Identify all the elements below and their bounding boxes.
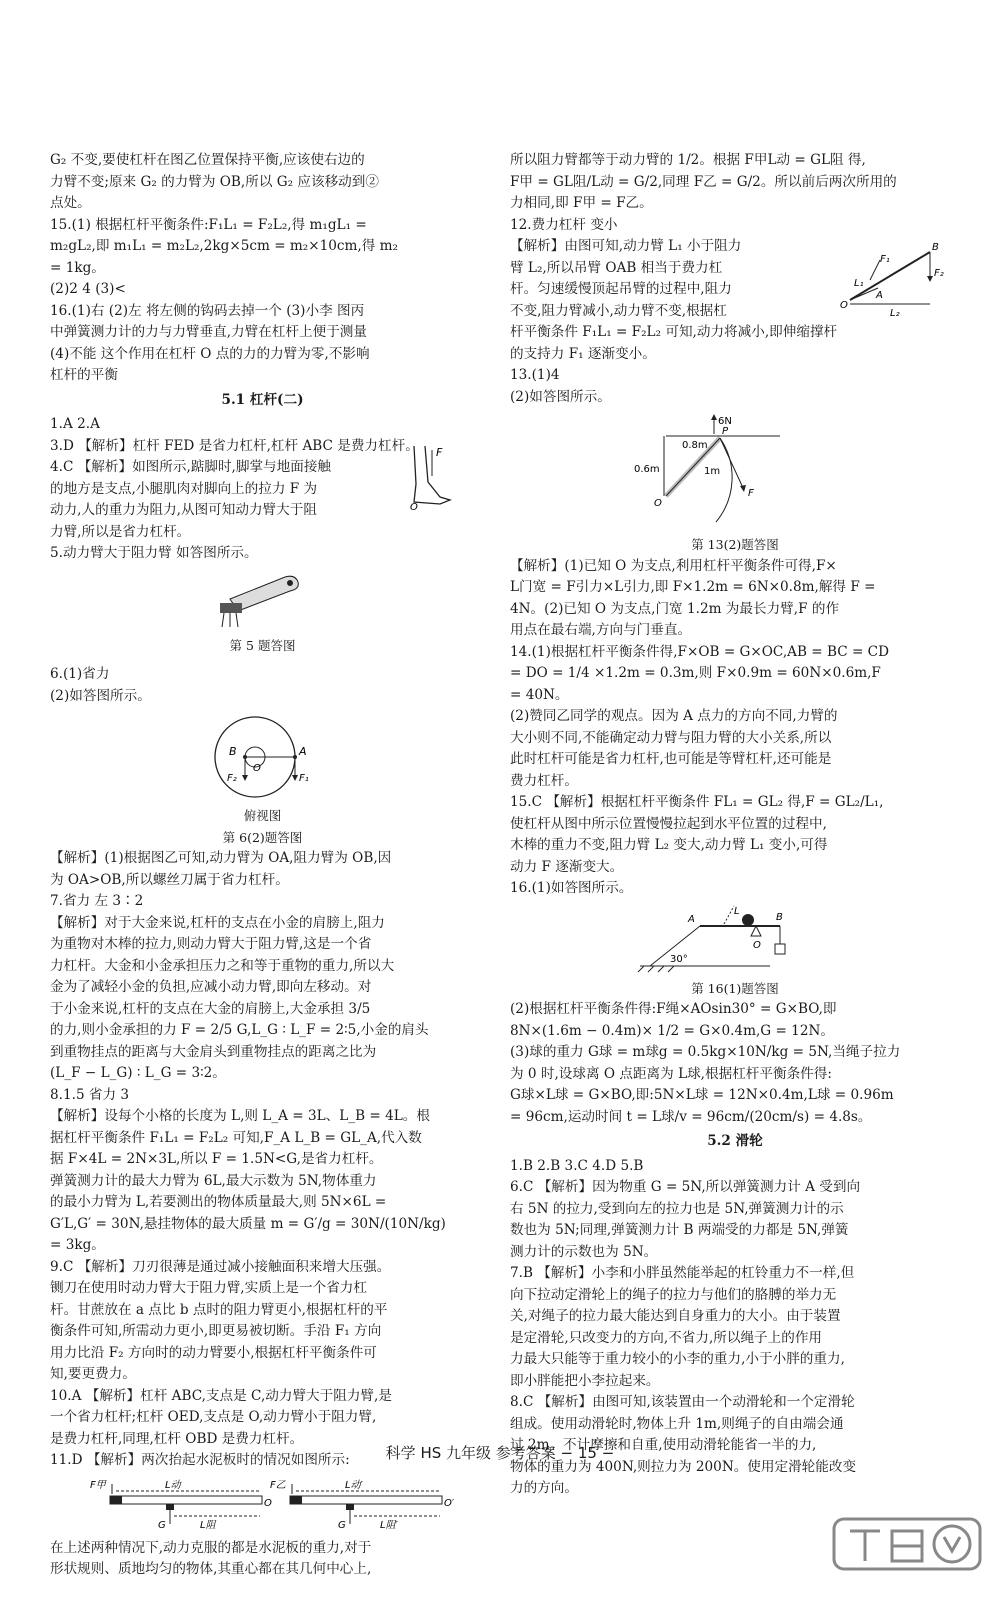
text-line: 据 F×4L = 2N×3L,所以 F = 1.5N<G,是省力杠杆。 (50, 1151, 383, 1167)
page-footer: 科学 HS 九年级 参考答案 − 15 − (385, 1444, 615, 1462)
text-line: F甲 = GL阻/L动 = G/2,同理 F乙 = G/2。所以前后两次所用的 (510, 173, 897, 190)
answer-block-q14-16 (50, 150, 475, 387)
figure-q5 (50, 569, 475, 631)
figure-q13 (510, 412, 960, 530)
text-line: 6.C 【解析】因为物重 G = 5N,所以弹簧测力计 A 受到向 (510, 1179, 861, 1195)
text-line: 到重物挂点的距离与大金肩头到重物挂点的距离之比为 (50, 1043, 377, 1060)
svg-text:A: A (688, 913, 695, 925)
svg-text:B: B (932, 242, 939, 253)
svg-text:G: G (338, 1519, 346, 1531)
text-line: 力相同,即 F甲 = F乙。 (510, 195, 653, 211)
text-line: 为 0 时,设球离 O 点距离为 L球,根据杠杆平衡条件得: (510, 1065, 832, 1082)
text-line: 力杠杆。大金和小金承担压力之和等于重物的重力,所以大 (50, 957, 395, 974)
svg-text:F₁: F₁ (880, 254, 890, 265)
text-line: m₂gL₂,即 m₁L₁ = m₂L₂,2kg×5cm = m₂×10cm,得 m₂ (50, 238, 399, 254)
text-line: 为重物对木棒的拉力,则动力臂大于阻力臂,这是一个省 (50, 936, 372, 952)
svg-text:30°: 30° (670, 953, 688, 965)
left-column (50, 150, 475, 1581)
text-line: 弹簧测力计的最大力臂为 6L,最大示数为 5N,物体重力 (50, 1172, 377, 1189)
svg-text:A: A (876, 290, 883, 301)
text-line: 力臂不变;原来 G₂ 的力臂为 OB,所以 G₂ 应该移动到② (50, 173, 379, 190)
text-line: 动力 F 逐渐变大。 (510, 858, 624, 875)
text-line: 8.C 【解析】由图可知,该装置由一个动滑轮和一个定滑轮 (510, 1394, 855, 1410)
caption-q5: 第 5 题答图 (229, 637, 296, 653)
text-line: 【解析】由图可知,动力臂 L₁ 小于阻力 (510, 238, 742, 254)
text-line: = DO = 1/4 ×1.2m = 0.3m,则 F×0.9m = 60N×0.6m,F (510, 665, 881, 681)
text-line: 14.(1)根据杠杆平衡条件得,F×OB = G×OC,AB = BC = CD (510, 643, 889, 660)
text-line: G₂ 不变,要使杠杆在图乙位置保持平衡,应该使右边的 (50, 152, 365, 168)
text-line: 是费力杠杆,同理,杠杆 OBD 是费力杠杆。 (50, 1430, 304, 1447)
text-line: 1.A 2.A (50, 416, 100, 432)
text-line: 16.(1)右 (2)左 将左侧的钩码去掉一个 (3)小李 图丙 (50, 302, 365, 319)
text-line: 5.动力臂大于阻力臂 如答图所示。 (50, 545, 258, 561)
svg-text:A: A (299, 745, 307, 758)
text-line: 过 2m。不计摩擦和自重,使用动滑轮能省一半的力, (510, 1437, 817, 1453)
text-line: 形状规则、质地均匀的物体,其重心都在其几何中心上, (50, 1561, 372, 1577)
figure-q4-foot (400, 442, 460, 512)
text-line: (2)赞同乙同学的观点。因为 A 点力的方向不同,力臂的 (510, 708, 838, 724)
svg-text:G: G (158, 1519, 166, 1531)
caption-q13: 第 13(2)题答图 (691, 537, 779, 552)
text-line: 12.费力杠杆 变小 (510, 216, 618, 233)
svg-text:F: F (748, 488, 754, 499)
text-line: 13.(1)4 (510, 367, 560, 383)
text-line: 4N。(2)已知 O 为支点,门宽 1.2m 为最长力臂,F 的作 (510, 600, 840, 617)
figure-q12 (840, 240, 950, 320)
text-line: 杆平衡条件 F₁L₁ = F₂L₂ 可知,动力将减小,即伸缩撑杆 (510, 324, 838, 340)
svg-text:P: P (722, 426, 729, 437)
text-line: = 1kg。 (50, 259, 105, 276)
text-line: 是定滑轮,只改变力的方向,不省力,所以绳子上的作用 (510, 1329, 823, 1346)
text-line: (2)如答图所示。 (50, 687, 151, 704)
svg-text:L₂: L₂ (890, 308, 900, 319)
svg-text:1m: 1m (704, 466, 721, 477)
text-line: 使杠杆从图中所示位置慢慢拉起到水平位置的过程中, (510, 815, 827, 832)
svg-text:O: O (253, 763, 261, 774)
svg-text:L₁: L₁ (854, 278, 864, 289)
text-line: 用点在最右端,方向与门垂直。 (510, 622, 692, 638)
text-line: 10.A 【解析】杠杆 ABC,支点是 C,动力臂大于阻力臂,是 (50, 1387, 392, 1404)
text-line: 右 5N 的拉力,受到向左的拉力也是 5N,弹簧测力计的示 (510, 1200, 844, 1217)
text-line: 11.D 【解析】两次抬起水泥板时的情况如图所示: (50, 1452, 350, 1468)
answer-block-5-1 (50, 414, 475, 565)
text-line: 中弹簧测力计的力与力臂垂直,力臂在杠杆上便于测量 (50, 324, 367, 340)
text-line: 费力杠杆。 (510, 772, 578, 789)
caption-q6: 第 6(2)题答图 (222, 829, 303, 845)
text-line: (4)不能 这个作用在杠杆 O 点的力的力臂为零,不影响 (50, 345, 370, 362)
text-line: 关,对绳子的拉力最大能达到自身重力的大小。由于装置 (510, 1308, 841, 1324)
text-line: 力的方向。 (510, 1480, 578, 1496)
text-line: 动力,人的重力为阻力,从图可知动力臂大于阻 (50, 502, 317, 518)
svg-text:6N: 6N (718, 416, 732, 427)
text-line: 木棒的重力不变,阻力臂 L₂ 变大,动力臂 L₁ 变小,可得 (510, 837, 828, 853)
svg-text:O: O (840, 300, 848, 311)
text-line: 即小胖能把小李拉起来。 (510, 1372, 660, 1389)
text-line: 金为了减轻小金的负担,应减小动力臂,即向左移动。对 (50, 979, 372, 995)
text-line: 8N×(1.6m − 0.4m)× 1/2 = G×0.4m,G = 12N。 (510, 1022, 834, 1039)
text-line: = 96cm,运动时间 t = L球/v = 96cm/(20cm/s) = 4.8s。 (510, 1108, 872, 1125)
text-line: L门宽 = F引力×L引力,即 F×1.2m = 6N×0.8m,解得 F = (510, 579, 876, 595)
text-line: 8.1.5 省力 3 (50, 1086, 130, 1103)
text-line: 大小则不同,不能确定动力臂与阻力臂的大小关系,所以 (510, 729, 832, 746)
text-line: = 40N。 (510, 686, 569, 703)
text-line: 1.B 2.B 3.C 4.D 5.B (510, 1157, 644, 1174)
text-line: 【解析】(1)已知 O 为支点,利用杠杆平衡条件可得,F× (510, 557, 837, 574)
text-line: 臂 L₂,所以吊臂 OAB 相当于费力杠 (510, 259, 723, 276)
svg-text:L动: L动 (165, 1479, 181, 1491)
text-line: 的最小力臂为 L,若要测出的物体质量最大,则 5N×6L = (50, 1194, 387, 1210)
text-line: 用力比沿 F₂ 方向时的动力臂要小,根据杠杆平衡条件可 (50, 1344, 377, 1361)
text-line: (2)2 4 (3)< (50, 281, 126, 297)
text-line: 16.(1)如答图所示。 (510, 880, 633, 896)
text-line: 的地方是支点,小腿肌肉对脚向上的拉力 F 为 (50, 480, 318, 497)
svg-text:B: B (229, 745, 237, 758)
text-line: 据杠杆平衡条件 F₁L₁ = F₂L₂ 可知,F_A L_B = GL_A,代入数 (50, 1129, 422, 1146)
figure-q16 (510, 904, 960, 974)
svg-text:O: O (264, 1497, 272, 1509)
svg-text:F乙: F乙 (270, 1479, 286, 1491)
text-line: 4.C 【解析】如图所示,踮脚时,脚掌与地面接触 (50, 459, 332, 475)
svg-text:O′: O′ (444, 1497, 455, 1509)
figure-q11 (50, 1476, 475, 1534)
figure-q6 (50, 711, 475, 801)
svg-text:L阻′: L阻′ (380, 1519, 398, 1531)
section-title-5-1: 5.1 杠杆(二) (221, 391, 304, 408)
svg-text:B: B (776, 911, 783, 923)
text-line: (L_F − L_G) ∶ L_G = 3∶2。 (50, 1065, 226, 1081)
svg-text:F: F (436, 446, 443, 459)
caption-q6-top-view: 俯视图 (243, 808, 282, 823)
text-line: 物体的重力为 400N,则拉力为 200N。使用定滑轮能改变 (510, 1458, 857, 1475)
text-line: 杆。匀速缓慢顶起吊臂的过程中,阻力 (510, 281, 732, 297)
text-line: 组成。使用动滑轮时,物体上升 1m,则绳子的自由端会通 (510, 1415, 844, 1432)
text-line: 【解析】设每个小格的长度为 L,则 L_A = 3L、L_B = 4L。根 (50, 1108, 430, 1124)
text-line: 6.(1)省力 (50, 666, 110, 682)
text-line: 测力计的示数也为 5N。 (510, 1243, 658, 1260)
svg-text:O: O (654, 498, 662, 509)
text-line: 在上述两种情况下,动力克服的都是水泥板的重力,对于 (50, 1539, 372, 1556)
svg-text:F甲: F甲 (90, 1479, 106, 1491)
text-line: 9.C 【解析】刀刃很薄是通过减小接触面积来增大压强。 (50, 1258, 391, 1275)
text-line: 15.(1) 根据杠杆平衡条件:F₁L₁ = F₂L₂,得 m₁gL₁ = (50, 216, 367, 233)
text-line: (3)球的重力 G球 = m球g = 0.5kg×10N/kg = 5N,当绳子拉力 (510, 1044, 901, 1060)
text-line: 3.D 【解析】杠杆 FED 是省力杠杆,杠杆 ABC 是费力杠杆。 (50, 437, 419, 454)
text-line: (2)根据杠杆平衡条件得:F绳×AOsin30° = G×BO,即 (510, 1001, 837, 1017)
text-line: 衡条件可知,所需动力更小,即更易被切断。手沿 F₁ 方向 (50, 1323, 382, 1339)
text-line: 所以阻力臂都等于动力臂的 1/2。根据 F甲L动 = GL阻 得, (510, 152, 866, 168)
text-line: 15.C 【解析】根据杠杆平衡条件 FL₁ = GL₂ 得,F = GL₂/L₁, (510, 794, 884, 810)
text-line: 不变,阻力臂减小,动力臂不变,根据杠 (510, 302, 727, 319)
text-line: 知,要更费力。 (50, 1366, 136, 1382)
text-line: 数也为 5N;同理,弹簧测力计 B 两端受的力都是 5N,弹簧 (510, 1222, 849, 1238)
svg-text:L动′: L动′ (345, 1479, 363, 1491)
text-line: G′L,G′ = 30N,悬挂物体的最大质量 m = G′/g = 30N/(10N/kg) (50, 1215, 446, 1232)
text-line: = 3kg。 (50, 1237, 105, 1253)
text-line: 的力,则小金承担的力 F = 2/5 G,L_G ∶ L_F = 2∶5,小金的肩头 (50, 1022, 429, 1038)
text-line: 7.B 【解析】小李和小胖虽然能举起的杠铃重力不一样,但 (510, 1265, 855, 1281)
text-line: 【解析】对于大金来说,杠杆的支点在小金的肩膀上,阻力 (50, 914, 385, 931)
svg-text:F₂: F₂ (934, 268, 944, 279)
svg-text:L阻: L阻 (200, 1519, 216, 1531)
text-line: 杠杆的平衡 (50, 367, 118, 383)
text-line: G球×L球 = G×BO,即:5N×L球 = 12N×0.4m,L球 = 0.96m (510, 1087, 894, 1103)
svg-text:F₂: F₂ (227, 773, 237, 784)
text-line: 向下拉动定滑轮上的绳子的拉力与他们的胳膊的举力无 (510, 1286, 837, 1303)
section-title-5-2: 5.2 滑轮 (707, 1133, 763, 1149)
text-line: 7.省力 左 3∶2 (50, 893, 144, 909)
text-line: 铡刀在使用时动力臂大于阻力臂,实质上是一个省力杠 (50, 1280, 367, 1296)
text-line: 于小金来说,杠杆的支点在大金的肩膀上,大金承担 3/5 (50, 1000, 371, 1017)
svg-text:O: O (410, 502, 418, 512)
text-line: 一个省力杠杆;杠杆 OED,支点是 O,动力臂小于阻力臂, (50, 1409, 377, 1425)
svg-text:F₁: F₁ (299, 773, 309, 784)
text-line: 力臂,所以是省力杠杆。 (50, 523, 191, 540)
watermark-logo (832, 1517, 982, 1592)
text-line: 点处。 (50, 195, 91, 211)
svg-text:0.6m: 0.6m (634, 464, 660, 475)
text-line: 【解析】(1)根据图乙可知,动力臂为 OA,阻力臂为 OB,因 (50, 850, 392, 866)
text-line: 力最大只能等于重力较小的小李的重力,小于小胖的重力, (510, 1351, 845, 1367)
svg-text:O: O (753, 939, 761, 951)
text-line: 杆。甘蔗放在 a 点比 b 点时的阻力臂更小,根据杠杆的平 (50, 1301, 388, 1318)
svg-text:0.8m: 0.8m (682, 440, 708, 451)
right-column (510, 150, 960, 1500)
svg-text:L: L (734, 905, 740, 917)
text-line: 此时杠杆可能是省力杠杆,也可能是等臂杠杆,还可能是 (510, 751, 832, 767)
caption-q16: 第 16(1)题答图 (691, 980, 779, 996)
text-line: 为 OA>OB,所以螺丝刀属于省力杠杆。 (50, 871, 289, 888)
text-line: (2)如答图所示。 (510, 388, 611, 405)
text-line: 的支持力 F₁ 逐渐变小。 (510, 345, 656, 362)
